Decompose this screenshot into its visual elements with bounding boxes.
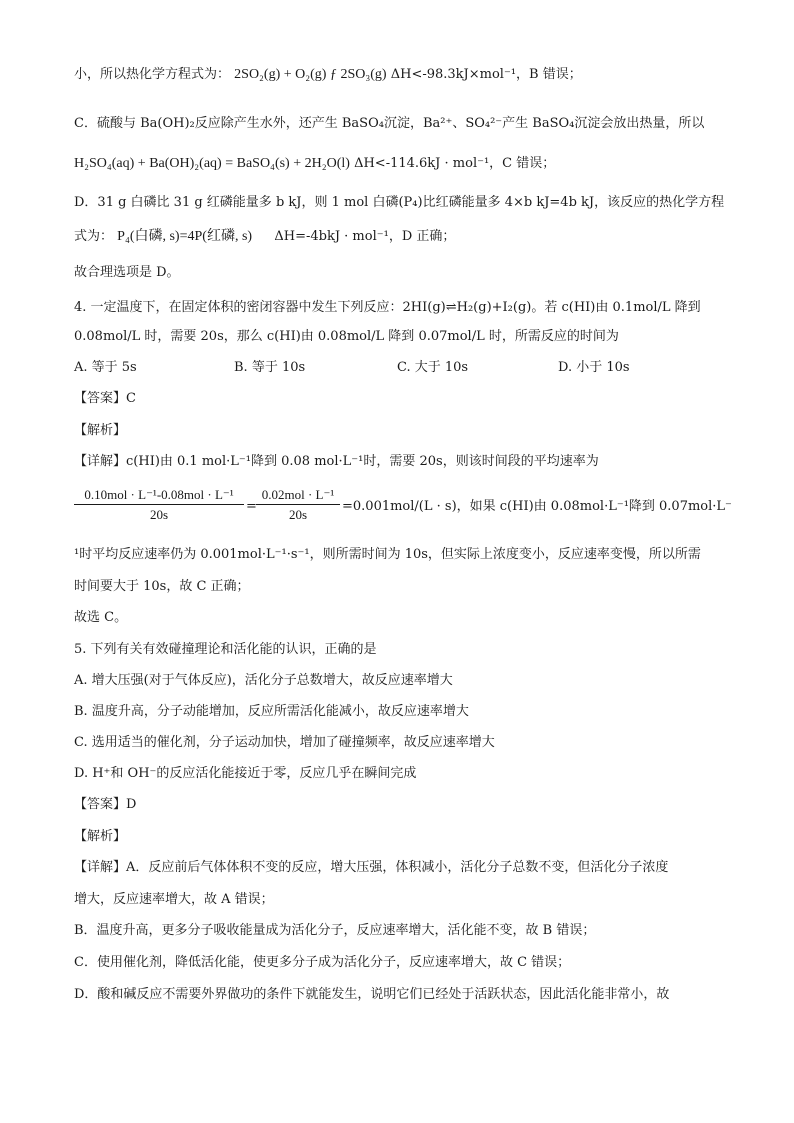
thermo-equation: P₄(白磷, s)=4P(红磷, s) <box>117 229 253 244</box>
q4-choice: 故选 C。 <box>74 610 128 625</box>
q5-detail: D．酸和碱反应不需要外界做功的条件下就能发生，说明它们已经处于活跃状态，因此活化能非常小，故 <box>74 987 670 1002</box>
q5-detail: 增大，反应速率增大，故 A 错误； <box>74 892 274 907</box>
text-line <box>74 66 724 84</box>
q5-answer: 【答案】D <box>74 797 137 812</box>
line-suffix: ΔH<-98.3kJ×mol⁻¹，B 错误； <box>390 67 582 82</box>
text-line: 故合理选项是 D。 <box>74 265 180 280</box>
q5-detail: 【详解】A．反应前后气体体积不变的反应，增大压强，体积减小，活化分子总数不变，但活化分子浓度 <box>74 860 669 875</box>
q4-option-a: A. 等于 5s <box>74 360 137 375</box>
line-suffix: ΔH=-4bkJ · mol⁻¹，D 正确； <box>274 229 456 244</box>
q4-detail: ¹时平均反应速率仍为 0.001mol·L⁻¹·s⁻¹，则所需时间为 10s，但实际上浓度变小，反应速率变慢，所以所需 <box>74 547 701 562</box>
q5-option-d: D. H⁺和 OH⁻的反应活化能接近于零，反应几乎在瞬间完成 <box>74 766 417 781</box>
q4-option-c: C. 大于 10s <box>397 360 469 375</box>
text-line: D．31 g 白磷比 31 g 红磷能量多 b kJ，则 1 mol 白磷(P₄)比红磷能量多 4×b kJ=4b kJ，该反应的热化学方程 <box>74 195 725 210</box>
fraction-2 <box>256 487 340 523</box>
fraction-bar <box>74 504 244 505</box>
q5-option-c: C. 选用适当的催化剂，分子运动加快，增加了碰撞频率，故反应速率增大 <box>74 735 495 750</box>
thermo-equation: 2SO₂(g) + O₂(g) ƒ 2SO₃(g) <box>234 67 387 82</box>
line-prefix: 式为： <box>74 229 114 244</box>
q5-option-b: B. 温度升高，分子动能增加，反应所需活化能减小，故反应速率增大 <box>74 704 469 719</box>
text-line: C．硫酸与 Ba(OH)₂反应除产生水外，还产生 BaSO₄沉淀，Ba²⁺、SO₄²⁻产生 BaSO₄沉淀会放出热量，所以 <box>74 116 705 131</box>
fraction-2-numerator: 0.02mol · L⁻¹ <box>261 487 335 502</box>
text-line <box>74 228 724 246</box>
q5-option-a: A. 增大压强(对于气体反应)，活化分子总数增大，故反应速率增大 <box>74 673 453 688</box>
q4-detail: 时间要大于 10s，故 C 正确； <box>74 579 250 594</box>
q4-answer: 【答案】C <box>74 391 136 406</box>
q4-option-b: B. 等于 10s <box>234 360 306 375</box>
fraction-bar <box>256 504 340 505</box>
q4-detail: 【详解】c(HI)由 0.1 mol·L⁻¹降到 0.08 mol·L⁻¹时，需要 20s，则该时间段的平均速率为 <box>74 454 599 469</box>
q5-detail: C．使用催化剂，降低活化能，使更多分子成为活化分子，反应速率增大，故 C 错误； <box>74 955 571 970</box>
equals-sign: = <box>246 499 257 514</box>
line-prefix: 小，所以热化学方程式为： <box>74 67 231 82</box>
fraction-tail: =0.001mol/(L · s)，如果 c(HI)由 0.08mol·L⁻¹降到 0.07mol·L⁻ <box>342 499 732 514</box>
question-4-stem: 0.08mol/L 时，需要 20s，那么 c(HI)由 0.08mol/L 降到 0.07mol/L 时，所需反应的时间为 <box>74 329 619 344</box>
line-suffix: ΔH<-114.6kJ · mol⁻¹，C 错误； <box>354 156 556 171</box>
thermo-equation: H₂SO₄(aq) + Ba(OH)₂(aq) = BaSO₄(s) + 2H₂O(l) <box>74 156 350 171</box>
q4-option-d: D. 小于 10s <box>558 360 630 375</box>
fraction-1 <box>74 487 244 523</box>
fraction-1-numerator: 0.10mol · L⁻¹-0.08mol · L⁻¹ <box>84 487 234 502</box>
question-5-stem: 5. 下列有关有效碰撞理论和活化能的认识，正确的是 <box>74 642 377 657</box>
question-4-stem: 4. 一定温度下，在固定体积的密闭容器中发生下列反应：2HI(g)⇌H₂(g)+I₂(g)。若 c(HI)由 0.1mol/L 降到 <box>74 300 701 315</box>
fraction-1-denominator: 20s <box>149 507 169 522</box>
text-line <box>74 155 724 173</box>
q5-jiexi-heading: 【解析】 <box>74 829 127 844</box>
q5-detail: B．温度升高，更多分子吸收能量成为活化分子，反应速率增大，活化能不变，故 B 错误； <box>74 923 596 938</box>
q4-jiexi-heading: 【解析】 <box>74 423 127 438</box>
fraction-2-denominator: 20s <box>288 507 308 522</box>
